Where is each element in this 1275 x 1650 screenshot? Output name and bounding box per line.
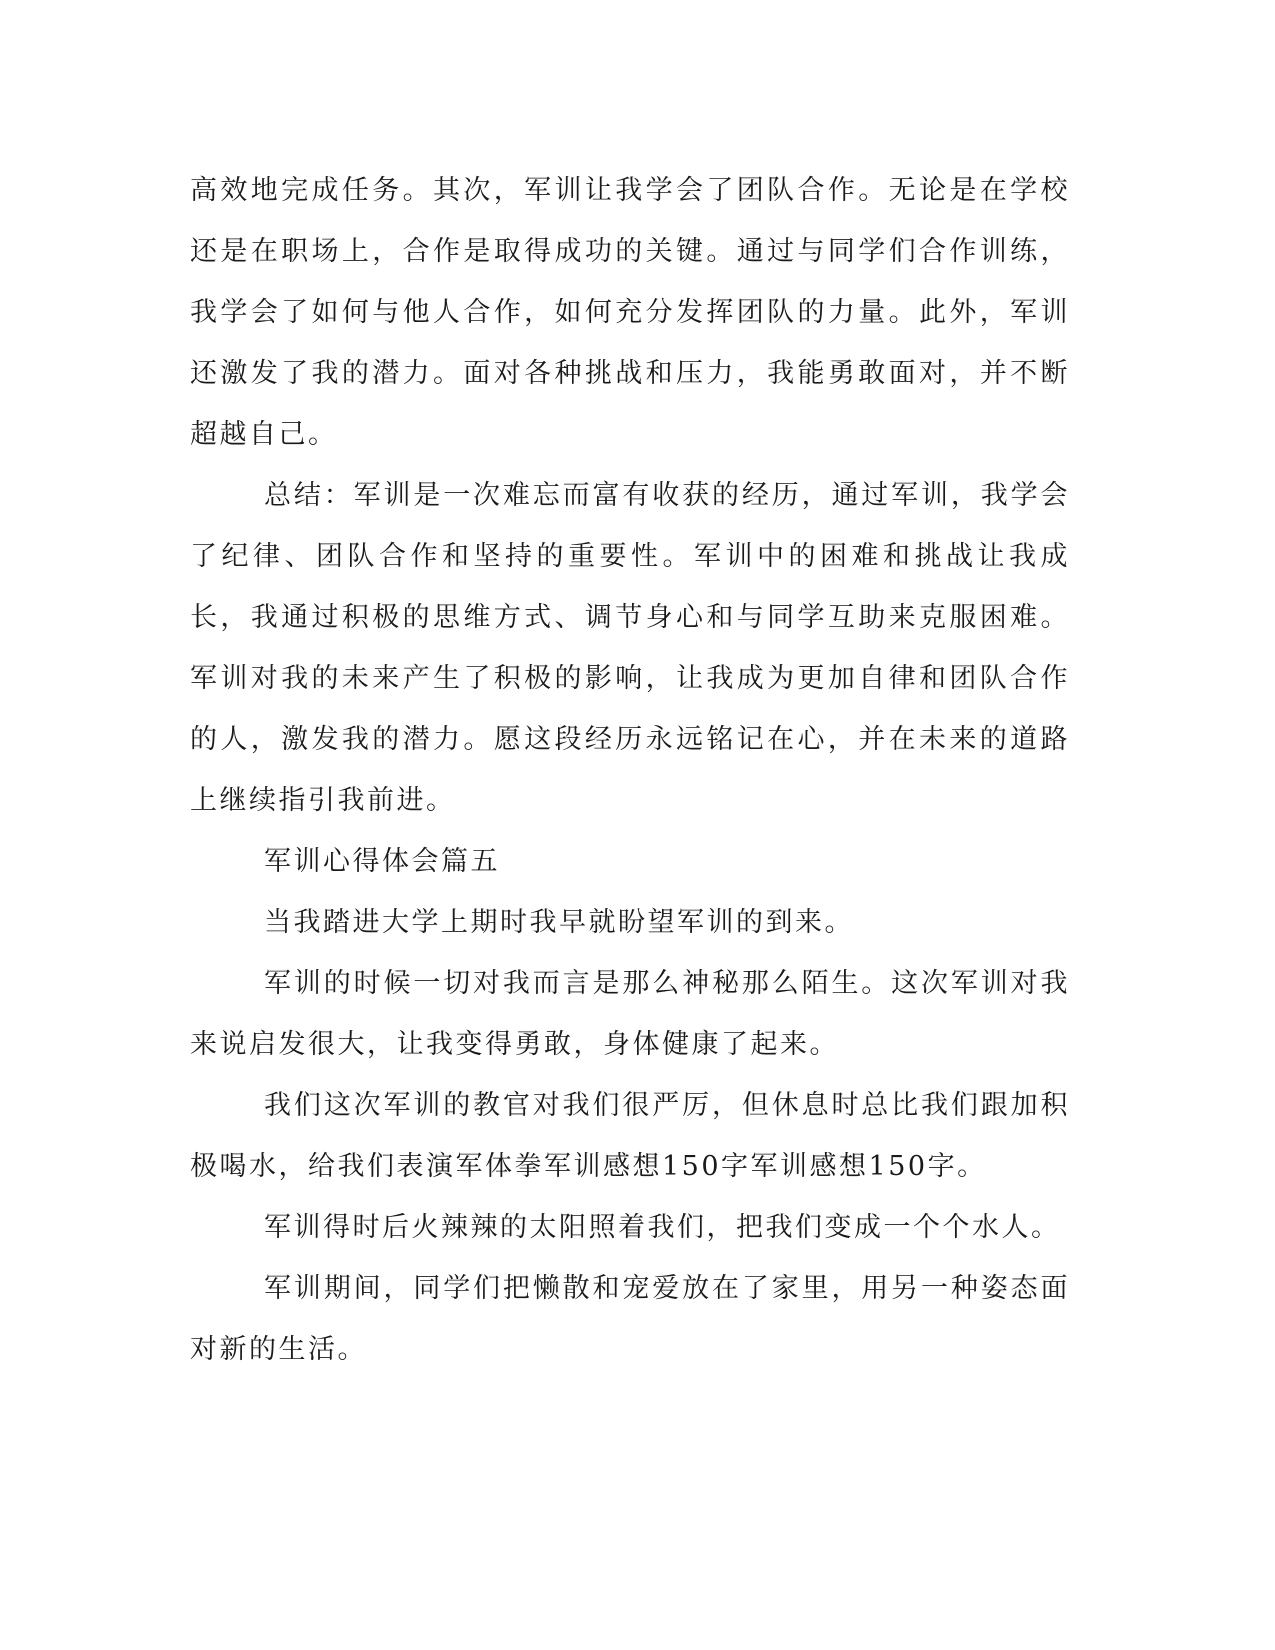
paragraph: 军训得时后火辣辣的太阳照着我们，把我们变成一个个水人。 — [264, 1212, 1061, 1243]
paragraph: 军训期间，同学们把懒散和宠爱放在了家里，用另一种姿态面对新的生活。 — [190, 1273, 1070, 1365]
paragraph: 我们这次军训的教官对我们很严厉，但休息时总比我们跟加积极喝水，给我们表演军体拳军训感想150字军训感想150字。 — [190, 1090, 1070, 1182]
paragraph: 当我踏进大学上期时我早就盼望军训的到来。 — [264, 907, 854, 938]
paragraph: 军训的时候一切对我而言是那么神秘那么陌生。这次军训对我来说启发很大，让我变得勇敢，身体健康了起来。 — [190, 968, 1070, 1060]
section-heading: 军训心得体会篇五 — [264, 846, 500, 877]
paragraph-summary: 总结：军训是一次难忘而富有收获的经历，通过军训，我学会了纪律、团队合作和坚持的重要性。军训中的困难和挑战让我成长，我通过积极的思维方式、调节身心和与同学互助来克服困难。军训对我的未来产生了积极的影响，让我成为更加自律和团队合作的人，激发我的潜力。愿这段经历永远铭记在心，并在未来的道路上继续指引我前进。 — [190, 480, 1070, 816]
document-body — [190, 160, 1070, 1380]
paragraph-continuation: 高效地完成任务。其次，军训让我学会了团队合作。无论是在学校还是在职场上，合作是取得成功的关键。通过与同学们合作训练，我学会了如何与他人合作，如何充分发挥团队的力量。此外，军训还激发了我的潜力。面对各种挑战和压力，我能勇敢面对，并不断超越自己。 — [190, 175, 1070, 450]
